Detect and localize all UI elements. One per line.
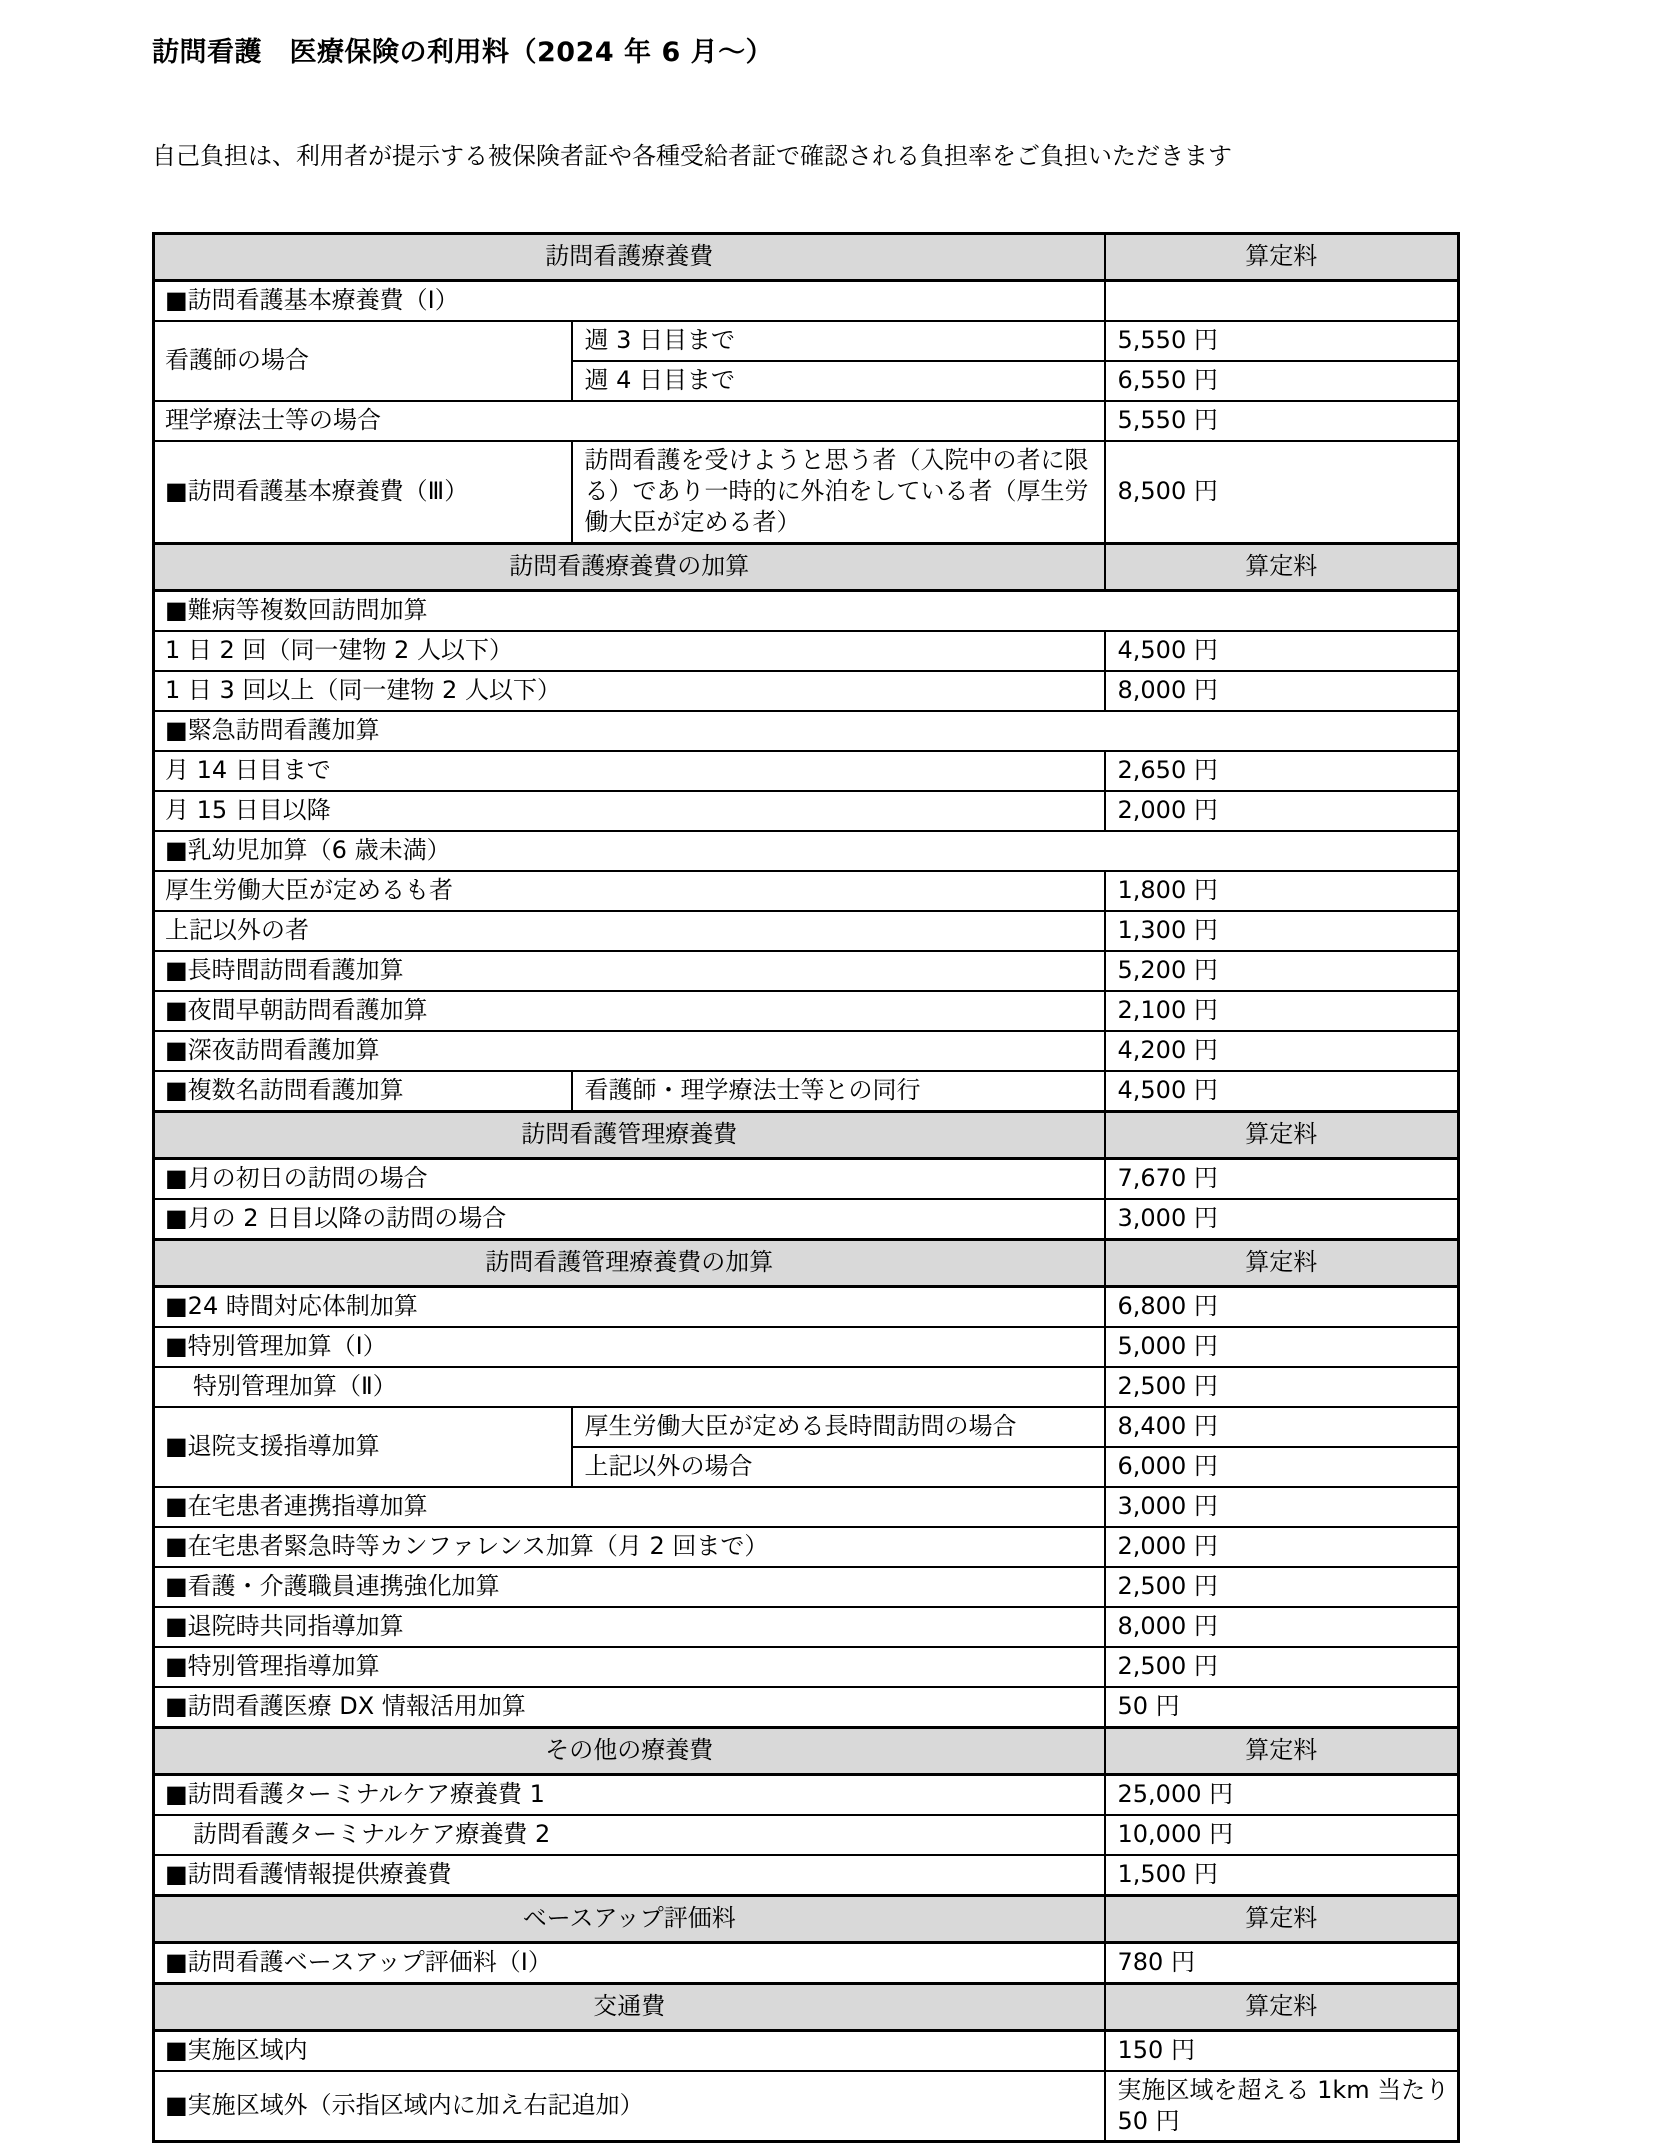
price-cell: 5,200 円: [1105, 951, 1459, 991]
item-cell: ■退院時共同指導加算: [154, 1607, 1105, 1647]
table-row: [154, 1327, 1459, 1367]
price-header-cell: 算定料: [1105, 543, 1459, 590]
table-row: [154, 401, 1459, 441]
table-row: [154, 911, 1459, 951]
price-cell: 2,650 円: [1105, 751, 1459, 791]
price-cell: 7,670 円: [1105, 1158, 1459, 1199]
detail-cell: 看護師・理学療法士等との同行: [572, 1071, 1105, 1112]
item-cell: ■訪問看護基本療養費（Ⅰ）: [154, 281, 1105, 322]
section-title-cell: 訪問看護療養費: [154, 234, 1105, 281]
table-row: [154, 1286, 1459, 1327]
price-cell: 2,500 円: [1105, 1367, 1459, 1407]
table-row: [154, 1647, 1459, 1687]
price-cell: 150 円: [1105, 2030, 1459, 2071]
price-cell: 4,200 円: [1105, 1031, 1459, 1071]
item-cell: 厚生労働大臣が定めるも者: [154, 871, 1105, 911]
price-cell: 4,500 円: [1105, 1071, 1459, 1112]
section-title-cell: 交通費: [154, 1983, 1105, 2030]
price-cell: 実施区域を超える 1km 当たり 50 円: [1105, 2071, 1459, 2142]
table-row: [154, 1158, 1459, 1199]
table-row: [154, 1942, 1459, 1983]
page-title: 訪問看護 医療保険の利用料（2024 年 6 月～）: [152, 37, 774, 68]
item-cell: ■特別管理加算（Ⅰ）: [154, 1327, 1105, 1367]
price-cell: 8,400 円: [1105, 1407, 1459, 1447]
item-cell: 看護師の場合: [154, 321, 572, 401]
table-row: [154, 791, 1459, 831]
table-row: [154, 1687, 1459, 1728]
item-cell: ■訪問看護情報提供療養費: [154, 1855, 1105, 1896]
item-cell: 月 15 日目以降: [154, 791, 1105, 831]
item-cell: 月 14 日目まで: [154, 751, 1105, 791]
price-header-cell: 算定料: [1105, 1727, 1459, 1774]
price-header-cell: 算定料: [1105, 1111, 1459, 1158]
price-cell: 8,500 円: [1105, 441, 1459, 543]
section-header-row: [154, 1727, 1459, 1774]
item-cell: ■月の初日の訪問の場合: [154, 1158, 1105, 1199]
item-cell: 訪問看護ターミナルケア療養費 2: [154, 1815, 1105, 1855]
table-row: [154, 1199, 1459, 1240]
price-cell: 3,000 円: [1105, 1199, 1459, 1240]
detail-cell: 週 3 日目まで: [572, 321, 1105, 361]
price-cell: 5,000 円: [1105, 1327, 1459, 1367]
price-cell: 2,500 円: [1105, 1567, 1459, 1607]
page-subtitle: 自己負担は、利用者が提示する被保険者証や各種受給者証で確認される負担率をご負担いただきます: [152, 142, 1232, 170]
item-cell: ■緊急訪問看護加算: [154, 711, 1459, 751]
item-cell: 特別管理加算（Ⅱ）: [154, 1367, 1105, 1407]
table-row: [154, 871, 1459, 911]
price-cell: 1,500 円: [1105, 1855, 1459, 1896]
price-cell: 2,500 円: [1105, 1647, 1459, 1687]
price-cell: 4,500 円: [1105, 631, 1459, 671]
price-header-cell: 算定料: [1105, 234, 1459, 281]
section-title-cell: 訪問看護管理療養費: [154, 1111, 1105, 1158]
item-cell: ■看護・介護職員連携強化加算: [154, 1567, 1105, 1607]
detail-cell: 訪問看護を受けようと思う者（入院中の者に限る）であり一時的に外泊をしている者（厚生労働大臣が定める者）: [572, 441, 1105, 543]
table-row: [154, 281, 1459, 322]
price-cell: 8,000 円: [1105, 1607, 1459, 1647]
table-row: [154, 831, 1459, 871]
item-cell: 上記以外の者: [154, 911, 1105, 951]
detail-cell: 厚生労働大臣が定める長時間訪問の場合: [572, 1407, 1105, 1447]
price-cell: 1,300 円: [1105, 911, 1459, 951]
table-row: [154, 321, 1459, 361]
item-cell: ■複数名訪問看護加算: [154, 1071, 572, 1112]
price-cell: [1105, 281, 1459, 322]
item-cell: ■夜間早朝訪問看護加算: [154, 991, 1105, 1031]
table-row: [154, 590, 1459, 631]
item-cell: ■長時間訪問看護加算: [154, 951, 1105, 991]
price-header-cell: 算定料: [1105, 1983, 1459, 2030]
price-cell: 3,000 円: [1105, 1487, 1459, 1527]
table-row: [154, 1367, 1459, 1407]
item-cell: ■実施区域外（示指区域内に加え右記追加）: [154, 2071, 1105, 2142]
price-cell: 2,100 円: [1105, 991, 1459, 1031]
price-cell: 2,000 円: [1105, 1527, 1459, 1567]
item-cell: ■訪問看護ベースアップ評価料（Ⅰ）: [154, 1942, 1105, 1983]
section-title-cell: 訪問看護療養費の加算: [154, 543, 1105, 590]
detail-cell: 上記以外の場合: [572, 1447, 1105, 1487]
table-row: [154, 1815, 1459, 1855]
table-row: [154, 1607, 1459, 1647]
table-row: [154, 1071, 1459, 1112]
price-cell: 5,550 円: [1105, 401, 1459, 441]
section-title-cell: その他の療養費: [154, 1727, 1105, 1774]
price-cell: 6,000 円: [1105, 1447, 1459, 1487]
price-cell: 780 円: [1105, 1942, 1459, 1983]
price-cell: 10,000 円: [1105, 1815, 1459, 1855]
price-header-cell: 算定料: [1105, 1239, 1459, 1286]
item-cell: ■難病等複数回訪問加算: [154, 590, 1459, 631]
table-row: [154, 1527, 1459, 1567]
section-header-row: [154, 1895, 1459, 1942]
item-cell: 1 日 2 回（同一建物 2 人以下）: [154, 631, 1105, 671]
price-cell: 25,000 円: [1105, 1774, 1459, 1815]
section-header-row: [154, 1239, 1459, 1286]
table-row: [154, 1031, 1459, 1071]
item-cell: ■在宅患者連携指導加算: [154, 1487, 1105, 1527]
item-cell: ■実施区域内: [154, 2030, 1105, 2071]
item-cell: ■24 時間対応体制加算: [154, 1286, 1105, 1327]
table-row: [154, 1855, 1459, 1896]
item-cell: ■訪問看護ターミナルケア療養費 1: [154, 1774, 1105, 1815]
table-row: [154, 711, 1459, 751]
item-cell: ■在宅患者緊急時等カンファレンス加算（月 2 回まで）: [154, 1527, 1105, 1567]
item-cell: ■訪問看護基本療養費（Ⅲ）: [154, 441, 572, 543]
table-row: [154, 1774, 1459, 1815]
table-row: [154, 671, 1459, 711]
table-row: [154, 1407, 1459, 1447]
price-cell: 6,800 円: [1105, 1286, 1459, 1327]
item-cell: 理学療法士等の場合: [154, 401, 1105, 441]
item-cell: ■深夜訪問看護加算: [154, 1031, 1105, 1071]
section-title-cell: 訪問看護管理療養費の加算: [154, 1239, 1105, 1286]
detail-cell: 週 4 日目まで: [572, 361, 1105, 401]
table-row: [154, 991, 1459, 1031]
fee-table-body: [154, 234, 1459, 2142]
section-header-row: [154, 234, 1459, 281]
item-cell: ■特別管理指導加算: [154, 1647, 1105, 1687]
item-cell: ■乳幼児加算（6 歳未満）: [154, 831, 1459, 871]
table-row: [154, 751, 1459, 791]
item-cell: ■退院支援指導加算: [154, 1407, 572, 1487]
price-header-cell: 算定料: [1105, 1895, 1459, 1942]
section-title-cell: ベースアップ評価料: [154, 1895, 1105, 1942]
item-cell: 1 日 3 回以上（同一建物 2 人以下）: [154, 671, 1105, 711]
price-cell: 6,550 円: [1105, 361, 1459, 401]
price-cell: 8,000 円: [1105, 671, 1459, 711]
price-cell: 5,550 円: [1105, 321, 1459, 361]
item-cell: ■訪問看護医療 DX 情報活用加算: [154, 1687, 1105, 1728]
price-cell: 50 円: [1105, 1687, 1459, 1728]
price-cell: 2,000 円: [1105, 791, 1459, 831]
table-row: [154, 441, 1459, 543]
item-cell: ■月の 2 日目以降の訪問の場合: [154, 1199, 1105, 1240]
table-row: [154, 2071, 1459, 2142]
table-row: [154, 631, 1459, 671]
section-header-row: [154, 543, 1459, 590]
section-header-row: [154, 1111, 1459, 1158]
table-row: [154, 951, 1459, 991]
table-row: [154, 1487, 1459, 1527]
price-cell: 1,800 円: [1105, 871, 1459, 911]
section-header-row: [154, 1983, 1459, 2030]
fee-table: [152, 232, 1460, 2143]
table-row: [154, 2030, 1459, 2071]
table-row: [154, 1567, 1459, 1607]
